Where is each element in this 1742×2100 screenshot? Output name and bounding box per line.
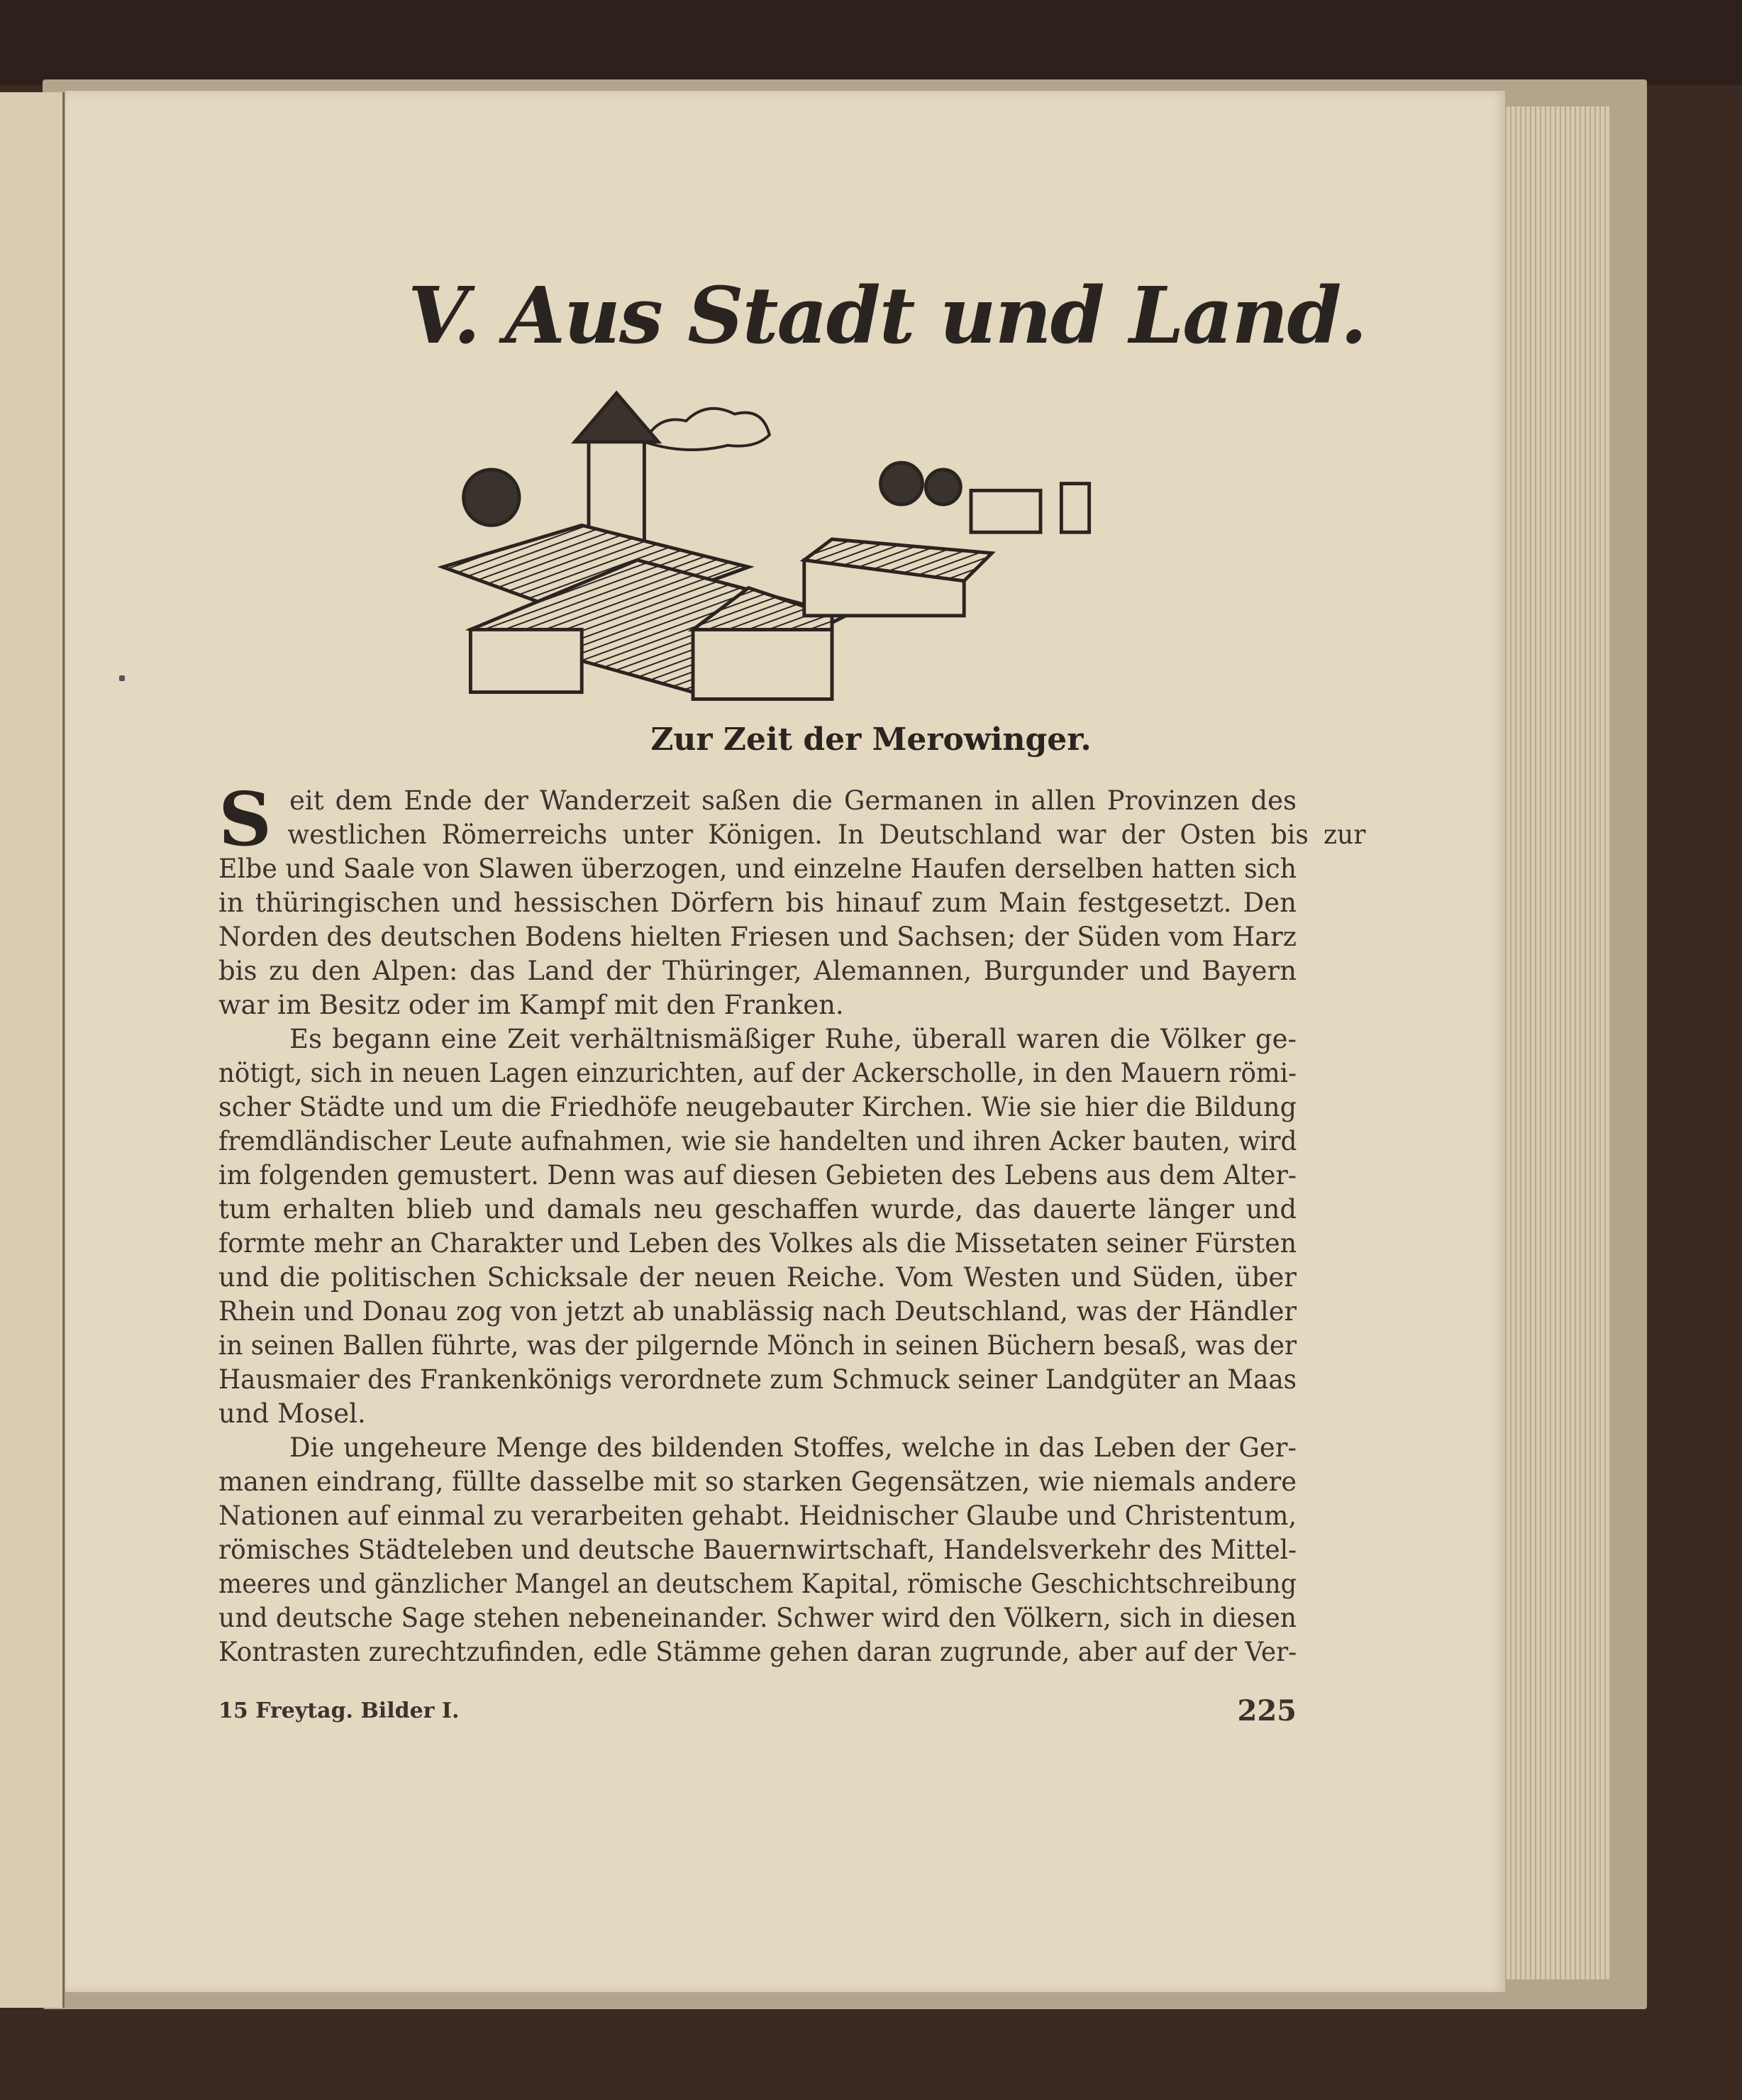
front-building <box>470 629 582 692</box>
tower-roof <box>575 393 658 442</box>
text-line: römisches Städteleben und deutsche Bauernwirtschaft, Handelsverkehr des Mittel- <box>218 1535 1297 1565</box>
text-line: und deutsche Sage stehen nebeneinander. Schwer wird den Völkern, sich in diesen <box>218 1603 1297 1633</box>
footer-signature: 15 Freytag. Bilder I. <box>218 1698 460 1723</box>
tree <box>464 470 519 525</box>
shed <box>971 490 1041 532</box>
text-line: fremdländischer Leute aufnahmen, wie sie handelten und ihren Acker bauten, wird <box>218 1126 1297 1156</box>
page-number: 225 <box>1237 1694 1297 1728</box>
cloud <box>644 409 769 450</box>
body-text <box>218 775 1366 1669</box>
text-line: in seinen Ballen führte, was der pilgernde Mönch in seinen Büchern besaß, was der <box>218 1330 1297 1361</box>
text-line: und die politischen Schicksale der neuen Reiche. Vom Westen und Süden, über <box>218 1262 1297 1293</box>
background-top <box>0 0 1742 85</box>
text-line: tum erhalten blieb und damals neu geschaffen wurde, das dauerte länger und <box>218 1194 1297 1225</box>
text-line: Rhein und Donau zog von jetzt ab unablässig nach Deutschland, was der Händler <box>218 1296 1297 1327</box>
text-line: war im Besitz oder im Kampf mit den Franken. <box>218 990 844 1020</box>
text-line: bis zu den Alpen: das Land der Thüringer, Alemannen, Burgunder und Bayern <box>218 956 1297 986</box>
text-line: in thüringischen und hessischen Dörfern bis hinauf zum Main festgesetzt. Den <box>218 888 1297 918</box>
text-line: und Mosel. <box>218 1398 366 1429</box>
text-line: Hausmaier des Frankenkönigs verordnete zum Schmuck seiner Landgüter an Maas <box>218 1364 1297 1395</box>
tree <box>881 463 923 504</box>
section-title: Zur Zeit der Merowinger. <box>650 722 1092 758</box>
drop-cap: S <box>218 775 272 863</box>
text-line: meeres und gänzlicher Mangel an deutschem Kapital, römische Geschichtschreibung <box>218 1569 1297 1599</box>
small-hut <box>1061 484 1089 533</box>
tree <box>926 470 960 504</box>
village-illustration <box>408 365 1117 713</box>
left-page-edge <box>0 92 65 2008</box>
gable-building <box>693 629 832 699</box>
text-line: nötigt, sich in neuen Lagen einzurichten, auf der Ackerscholle, in den Mauern römi- <box>218 1058 1297 1088</box>
text-line: Die ungeheure Menge des bildenden Stoffes, welche in das Leben der Ger- <box>289 1432 1297 1463</box>
chapter-title: V. Aus Stadt und Land. <box>408 270 1366 361</box>
text-line: formte mehr an Charakter und Leben des Volkes als die Missetaten seiner Fürsten <box>218 1228 1297 1259</box>
text-line: im folgenden gemustert. Denn was auf diesen Gebieten des Lebens aus dem Alter- <box>218 1160 1297 1190</box>
text-line: westlichen Römerreichs unter Königen. In Deutschland war der Osten bis zur <box>287 819 1366 850</box>
text-line: scher Städte und um die Friedhöfe neugebauter Kirchen. Wie sie hier die Bildung <box>218 1092 1297 1122</box>
text-line: manen eindrang, füllte dasselbe mit so starken Gegensätzen, wie niemals andere <box>218 1466 1297 1497</box>
text-line: Norden des deutschen Bodens hielten Friesen und Sachsen; der Süden vom Harz <box>218 922 1297 952</box>
ink-speck <box>119 675 125 681</box>
text-line: Nationen auf einmal zu verarbeiten gehabt. Heidnischer Glaube und Christentum, <box>218 1501 1297 1531</box>
page-edges <box>1497 106 1610 1979</box>
text-line: Es begann eine Zeit verhältnismäßiger Ruhe, überall waren die Völker ge- <box>289 1024 1297 1054</box>
text-line: Kontrasten zurechtzufinden, edle Stämme gehen daran zugrunde, aber auf der Ver- <box>218 1637 1297 1667</box>
text-line: eit dem Ende der Wanderzeit saßen die Germanen in allen Provinzen des <box>289 785 1297 816</box>
text-line: Elbe und Saale von Slawen überzogen, und einzelne Haufen derselben hatten sich <box>218 853 1297 884</box>
text-lines <box>218 775 1366 1669</box>
